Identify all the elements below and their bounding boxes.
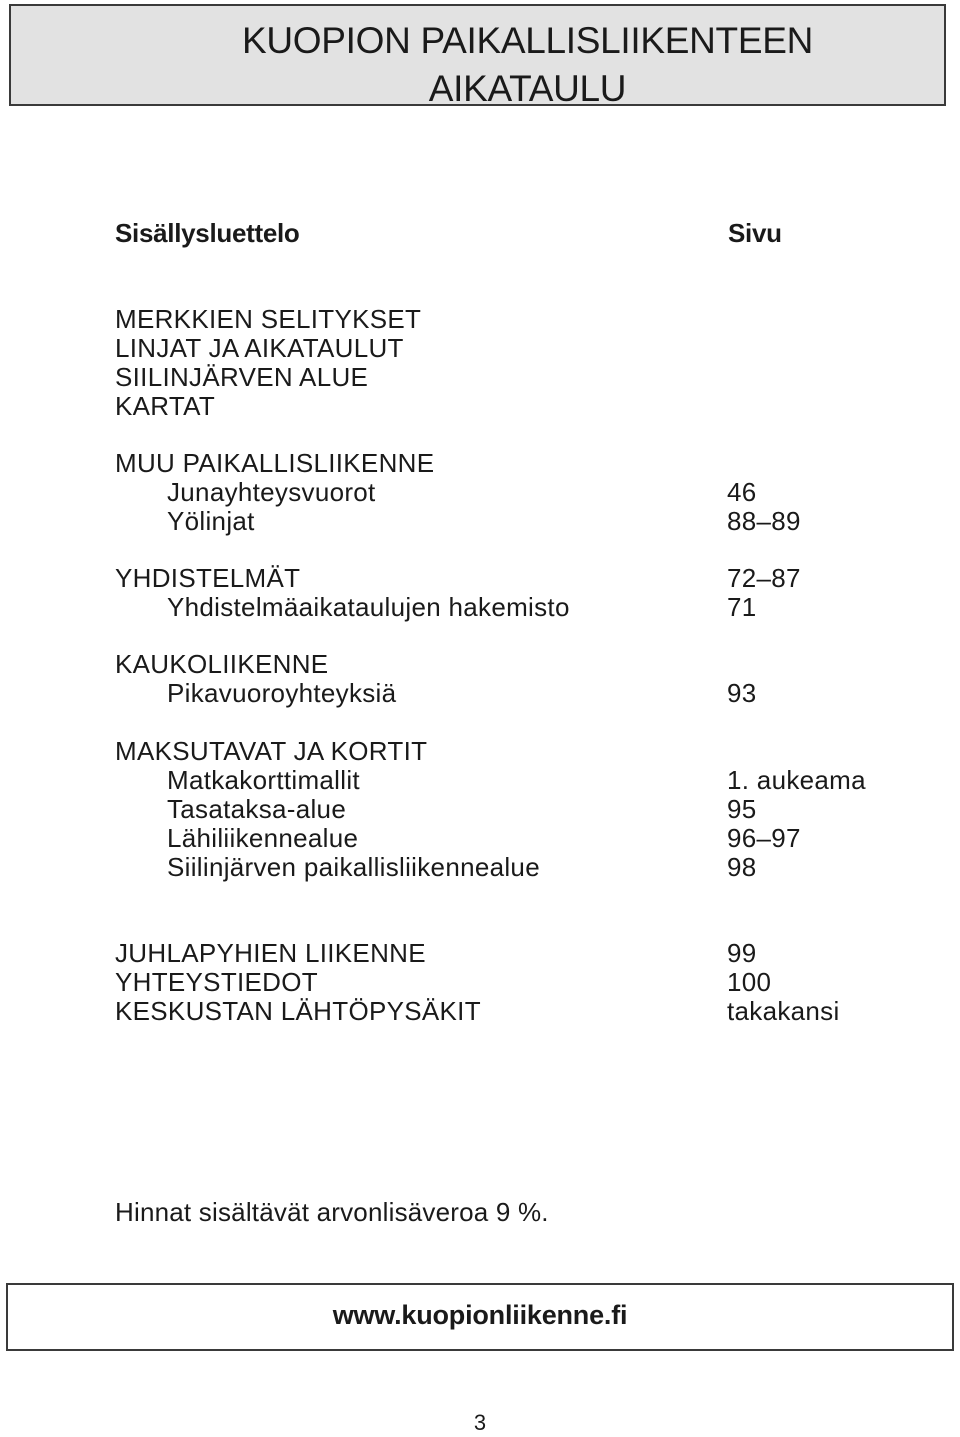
toc-entry-page: 88–89 — [727, 506, 801, 536]
toc-entry-page: 98 — [727, 852, 757, 882]
toc-entry-label: MUU PAIKALLISLIIKENNE — [115, 448, 435, 478]
toc-entry-label: MAKSUTAVAT JA KORTIT — [115, 736, 428, 766]
toc-entry-label: KESKUSTAN LÄHTÖPYSÄKIT — [115, 996, 481, 1026]
toc-entry-label: Siilinjärven paikallisliikennealue — [167, 852, 540, 882]
website-box — [6, 1283, 954, 1351]
toc-entry-page: 1. aukeama — [727, 765, 866, 795]
page-number: 3 — [473, 1410, 487, 1435]
toc-entry-label: JUHLAPYHIEN LIIKENNE — [115, 938, 426, 968]
title-line-2: AIKATAULU — [428, 68, 627, 109]
toc-entry-page: 96–97 — [727, 823, 801, 853]
toc-entry-page: 99 — [727, 938, 757, 968]
toc-entry-page: 72–87 — [727, 563, 801, 593]
toc-entry-page: takakansi — [727, 996, 840, 1026]
toc-entry-label: Yölinjat — [167, 506, 255, 536]
toc-entry-page: 46 — [727, 477, 757, 507]
toc-entry-label: Lähiliikennealue — [167, 823, 359, 853]
toc-entry-page: 100 — [727, 967, 772, 997]
toc-entry-page: 95 — [727, 794, 757, 824]
toc-heading: Sisällysluettelo — [115, 218, 300, 248]
toc-entry-label: Pikavuoroyhteyksiä — [167, 678, 397, 708]
vat-note: Hinnat sisältävät arvonlisäveroa 9 %. — [115, 1197, 549, 1227]
toc-entry-label: Matkakorttimallit — [167, 765, 360, 795]
title-line-1: KUOPION PAIKALLISLIIKENTEEN — [241, 20, 814, 61]
toc-page-heading: Sivu — [728, 218, 782, 248]
toc-entry-page: 93 — [727, 678, 757, 708]
toc-entry-label: YHDISTELMÄT — [115, 563, 301, 593]
toc-entry-label: KARTAT — [115, 391, 216, 421]
toc-entry-label: LINJAT JA AIKATAULUT — [115, 333, 404, 363]
toc-entry-label: YHTEYSTIEDOT — [115, 967, 318, 997]
toc-entry-label: Tasataksa-alue — [167, 794, 347, 824]
toc-entry-page: 71 — [727, 592, 757, 622]
title-banner — [9, 4, 946, 109]
toc-entry-label: KAUKOLIIKENNE — [115, 649, 329, 679]
toc-entry-label: Yhdistelmäaikataulujen hakemisto — [167, 592, 570, 622]
toc-entry-label: SIILINJÄRVEN ALUE — [115, 362, 369, 392]
toc-entry-label: MERKKIEN SELITYKSET — [115, 304, 422, 334]
toc-entry-label: Junayhteysvuorot — [167, 477, 376, 507]
website-link[interactable]: www.kuopionliikenne.fi — [332, 1300, 628, 1330]
